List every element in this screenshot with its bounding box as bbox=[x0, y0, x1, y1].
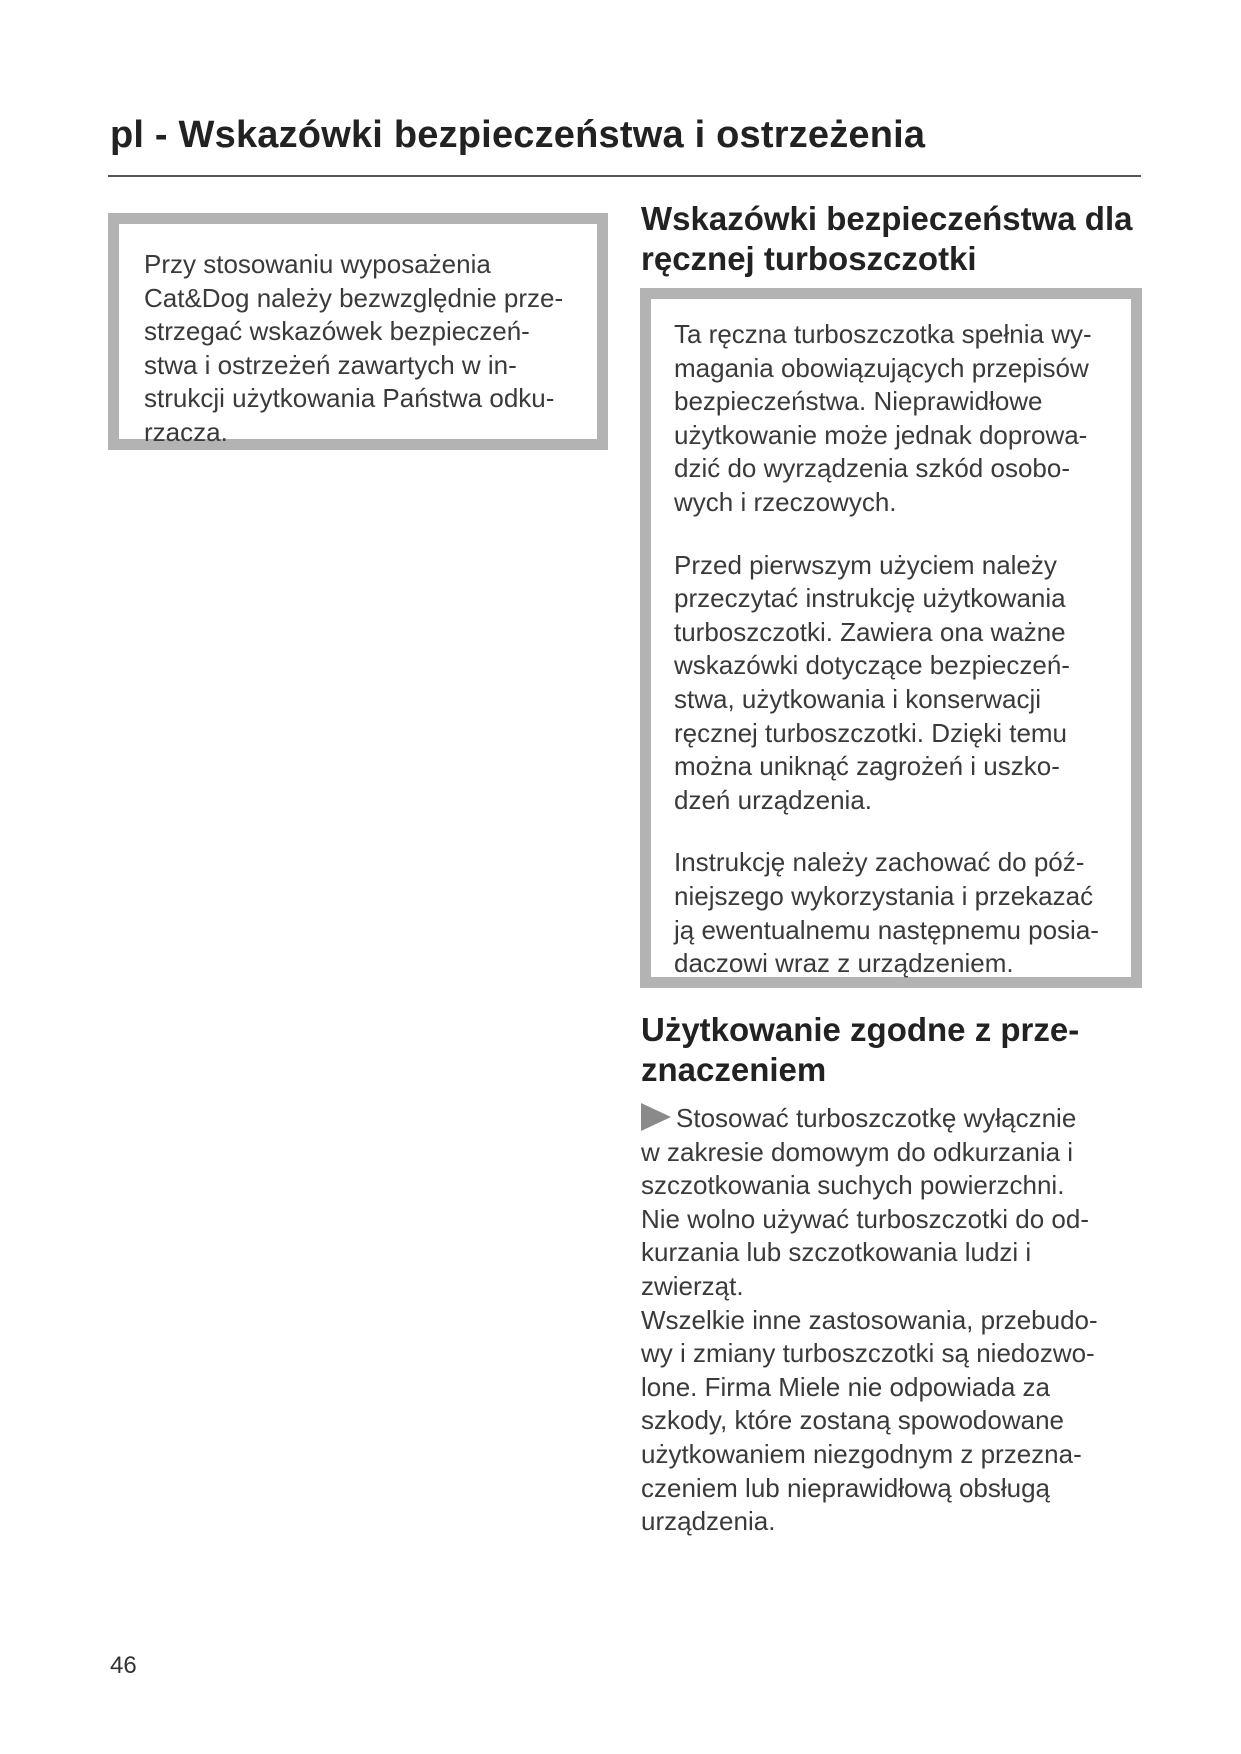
intended-use-text bbox=[641, 1102, 1098, 1539]
section-heading-safety bbox=[641, 199, 1133, 279]
text-line: zwierząt. bbox=[641, 1270, 744, 1301]
triangle-arrow-icon bbox=[641, 1103, 671, 1131]
section-heading-intended-use bbox=[641, 1010, 1079, 1090]
text-line: w zakresie domowym do odkurzania i bbox=[641, 1136, 1074, 1167]
text-line: szkody, które zostaną spowodowane bbox=[641, 1405, 1064, 1436]
page-title: pl - Wskazówki bezpieczeństwa i ostrzeżenia bbox=[110, 114, 926, 156]
text-line: stwa, użytkowania i konserwacji bbox=[674, 683, 1042, 714]
text-line: rzacza. bbox=[144, 416, 228, 447]
text-line: użytkowanie może jednak doprowa- bbox=[674, 419, 1088, 450]
text-line: turboszczotki. Zawiera ona ważne bbox=[674, 616, 1066, 647]
text-line: dzić do wyrządzenia szkód osobo- bbox=[674, 453, 1070, 484]
text-line: czeniem lub nieprawidłową obsługą bbox=[641, 1472, 1051, 1503]
text-line: można uniknąć zagrożeń i uszko- bbox=[674, 751, 1060, 782]
text-line: magania obowiązujących przepisów bbox=[674, 352, 1089, 383]
heading-line: ręcznej turboszczotki bbox=[641, 240, 977, 277]
text-line: dzeń urządzenia. bbox=[674, 784, 873, 815]
text-line: strzegać wskazówek bezpieczeń- bbox=[144, 316, 530, 347]
text-line bbox=[641, 1102, 1098, 1136]
text-line: wskazówki dotyczące bezpieczeń- bbox=[674, 650, 1070, 681]
text-line: bezpieczeństwa. Nieprawidłowe bbox=[674, 386, 1043, 417]
bullet-text: Stosować turboszczotkę wyłącznie bbox=[676, 1103, 1077, 1133]
text-line: Ta ręczna turboszczotka spełnia wy- bbox=[674, 319, 1092, 349]
text-line: urządzenia. bbox=[641, 1506, 776, 1537]
safety-paragraph-2 bbox=[674, 549, 1131, 818]
safety-paragraph-3 bbox=[674, 846, 1131, 980]
text-line: daczowi wraz z urządzeniem. bbox=[674, 948, 1014, 979]
text-line: kurzania lub szczotkowania ludzi i bbox=[641, 1237, 1032, 1268]
heading-line: Wskazówki bezpieczeństwa dla bbox=[641, 200, 1133, 237]
text-line: ręcznej turboszczotki. Dzięki temu bbox=[674, 717, 1068, 748]
safety-paragraph-1 bbox=[674, 318, 1131, 520]
text-line: lone. Firma Miele nie odpowiada za bbox=[641, 1371, 1050, 1402]
text-line: wych i rzeczowych. bbox=[674, 486, 897, 517]
heading-line: znaczeniem bbox=[641, 1051, 827, 1088]
text-line: ją ewentualnemu następnemu posia- bbox=[674, 914, 1099, 945]
notice-box bbox=[108, 213, 608, 450]
text-line: stwa i ostrzeżeń zawartych w in- bbox=[144, 349, 517, 380]
text-line: niejszego wykorzystania i przekazać bbox=[674, 880, 1094, 911]
text-line: Wszelkie inne zastosowania, przebudo- bbox=[641, 1304, 1098, 1335]
text-line: Instrukcję należy zachować do póź- bbox=[674, 847, 1085, 878]
text-line: Cat&Dog należy bezwzględnie prze- bbox=[144, 282, 564, 313]
text-line: Przy stosowaniu wyposażenia bbox=[144, 249, 491, 279]
title-divider bbox=[108, 175, 1141, 177]
text-line: wy i zmiany turboszczotki są niedozwo- bbox=[641, 1338, 1095, 1369]
text-line: Nie wolno używać turboszczotki do od- bbox=[641, 1203, 1089, 1234]
text-line: użytkowaniem niezgodnym z przezna- bbox=[641, 1438, 1082, 1469]
text-line: przeczytać instrukcję użytkowania bbox=[674, 583, 1066, 614]
page-number: 46 bbox=[110, 1652, 137, 1679]
heading-line: Użytkowanie zgodne z prze- bbox=[641, 1011, 1080, 1048]
text-line: Przed pierwszym użyciem należy bbox=[674, 549, 1057, 580]
text-line: strukcji użytkowania Państwa odku- bbox=[144, 383, 555, 414]
text-line: szczotkowania suchych powierzchni. bbox=[641, 1170, 1065, 1201]
safety-box bbox=[640, 288, 1142, 988]
notice-text bbox=[144, 248, 597, 450]
